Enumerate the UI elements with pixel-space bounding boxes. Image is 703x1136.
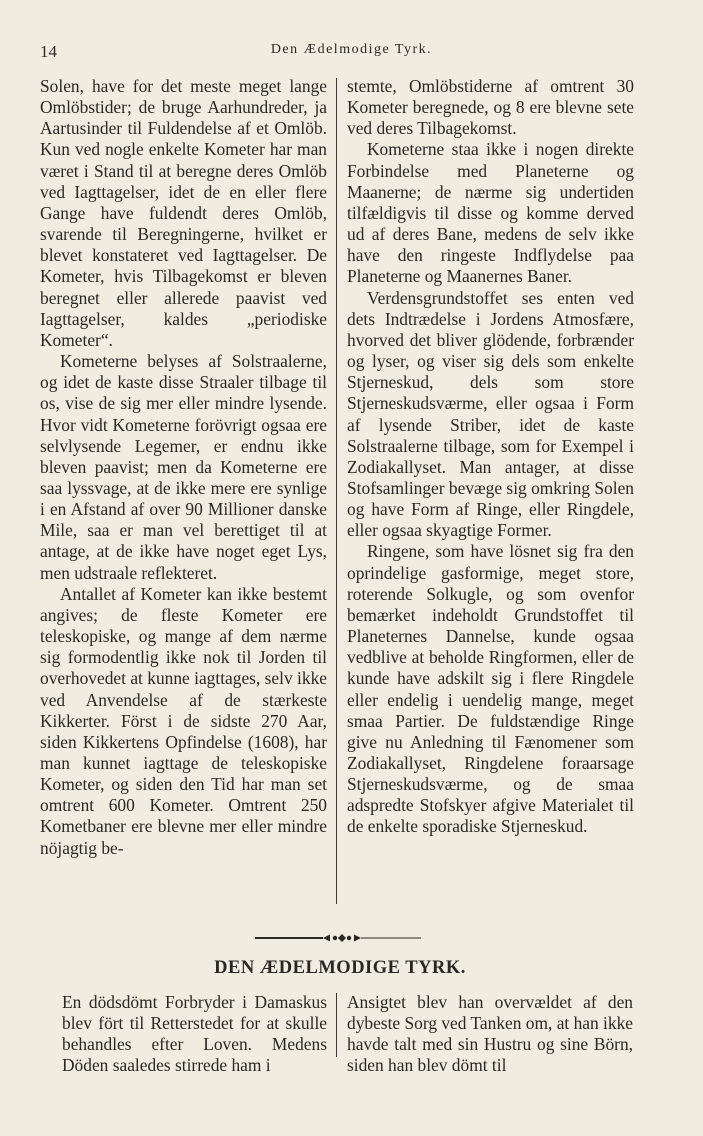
page-number: 14 bbox=[40, 42, 57, 61]
section-divider-ornament bbox=[255, 933, 421, 943]
paragraph: Kometerne staa ikke i nogen direkte Forbindelse med Planeterne og Maanerne; de nærme sig undertiden tilfældigvis til disse og komme derved ud af deres Bane, medens de selv ikke have den ringeste Indflydelse paa Planeterne og Maanernes Baner. bbox=[347, 139, 634, 287]
article-title: DEN ÆDELMODIGE TYRK. bbox=[214, 958, 466, 978]
paragraph: En dödsdömt Forbryder i Damaskus blev fört til Retterstedet for at skulle behandles efter Loven. Medens Döden saaledes stirrede ham i bbox=[62, 992, 327, 1076]
paragraph: Antallet af Kometer kan ikke bestemt angives; de fleste Kometer ere teleskopiske, og mange af dem nærme sig formodentlig ikke nok til Jorden til overhovedet at kunne iagttages, selv ikke ved Anvendelse af de stærkeste Kikkerter. Först i de sidste 270 Aar, siden Kikkertens Opfindelse (1608), har man kunnet iagttage de teleskopiske Kometer, og siden den Tid har man set omtrent 600 Kometer. Omtrent 250 Kometbaner ere blevne mer eller mindre nöjagtig be- bbox=[40, 583, 327, 858]
paragraph: Kometerne belyses af Solstraalerne, og idet de kaste disse Straaler tilbage til os, vise de sig mer eller mindre lysende. Hvor vidt Kometerne forövrigt ogsaa ere selvlysende Legemer, er endnu ikke bleven paavist; men da Kometerne ere saa lyssvage, at de ikke mere ere synlige i en Afstand af over 90 Millioner danske Mile, saa er man vel berettiget til at antage, at de ikke have noget eget Lys, men udstraale reflekteret. bbox=[40, 351, 327, 583]
article2-right-column bbox=[347, 992, 633, 1077]
article-left-column bbox=[40, 76, 327, 859]
paragraph: Ansigtet blev han overvældet af den dybeste Sorg ved Tanken om, at han ikke havde talt med sin Hustru og sine Börn, siden han blev dömt til bbox=[347, 992, 633, 1076]
paragraph: Ringene, som have lösnet sig fra den oprindelige gasformige, meget store, roterende Solkugle, og som ovenfor bemærket indeholdt Grundstoffet til Planeternes Dannelse, kunde ogsaa vedblive at beholde Ringformen, eller de kunde have adskilt sig i flere Ringdele eller endelig i uendelig mange, meget smaa Partier. De fuldstændige Ringe give nu Anledning til Fænomener som Zodiakallyset, Ringdelene foraarsage Stjerneskudsværme, og de smaa adspredte Stofskyer afgive Materialet til de enkelte sporadiske Stjerneskud. bbox=[347, 541, 634, 837]
paragraph: stemte, Omlöbstiderne af omtrent 30 Kometer beregnede, og 8 ere blevne sete ved deres Tilbagekomst. bbox=[347, 76, 634, 139]
article2-left-column bbox=[62, 992, 327, 1077]
article-right-column bbox=[347, 76, 634, 838]
running-head: Den Ædelmodige Tyrk. bbox=[270, 42, 433, 57]
paragraph: Solen, have for det meste meget lange Omlöbstider; de bruge Aarhundreder, ja Aartusinder til Fuldendelse af et Omlöb. Kun ved nogle enkelte Kometer har man været i Stand til at beregne deres Omlöb ved Iagttagelser, idet de en eller flere Gange have fuldendt deres Omlöb, svarende til Beregningerne, hvilket er blevet konstateret ved Iagttagelser. De Kometer, hvis Tilbagekomst er bleven beregnet eller allerede paavist ved Iagttagelser, kaldes „periodiske Kometer“. bbox=[40, 76, 327, 350]
column-divider bbox=[336, 993, 337, 1057]
paragraph: Verdensgrundstoffet ses enten ved dets Indtrædelse i Jordens Atmosfære, hvorved det bliver glödende, forbrænder og lyser, og viser sig dels som enkelte Stjerneskud, dels som store Stjerneskudsværme, eller ogsaa i Form af lysende Striber, idet de kaste Solstraalerne tilbage, som for Exempel i Zodiakallyset. Man antager, at disse Stofsamlinger bevæge sig omkring Solen og have Form af Ringe, eller Ringdele, eller ogsaa skyagtige Former. bbox=[347, 287, 634, 541]
column-divider bbox=[336, 78, 337, 904]
